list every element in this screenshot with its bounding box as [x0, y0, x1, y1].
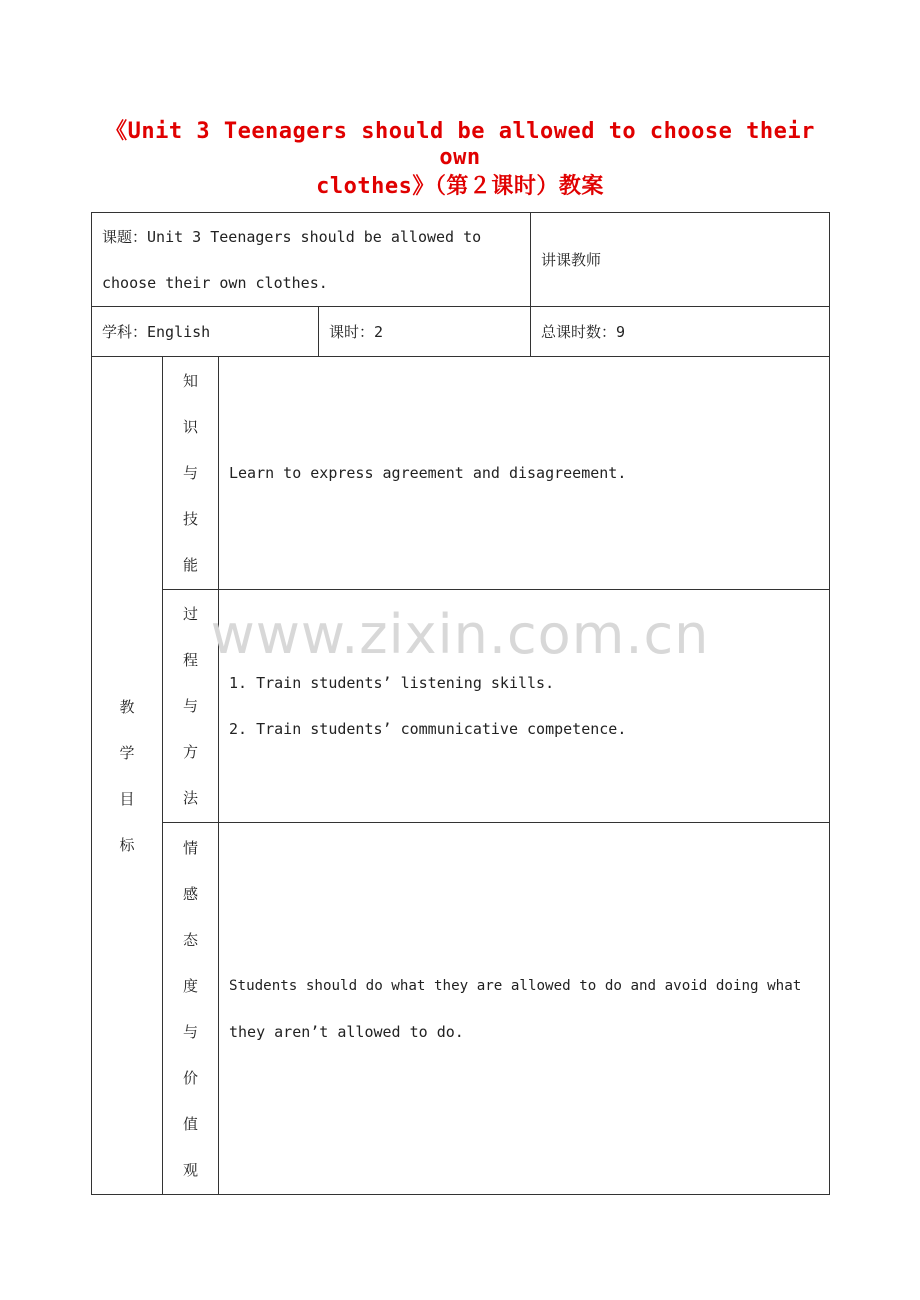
label-char: 方 [182, 743, 198, 761]
goals-label-char: 教 [119, 697, 135, 716]
label-char: 过 [182, 605, 198, 623]
label-char: 识 [182, 418, 198, 436]
topic-cell [92, 213, 531, 307]
objective-label-knowledge [163, 357, 219, 590]
label-char: 与 [182, 464, 198, 482]
topic-text-line-2: choose their own clothes. [102, 273, 328, 292]
label-char: 与 [182, 697, 198, 715]
label-char: 观 [182, 1160, 198, 1179]
label-char: 法 [182, 789, 198, 807]
total-periods-text: 总课时数：9 [541, 323, 626, 341]
total-periods-cell [531, 307, 830, 357]
label-char: 能 [182, 556, 198, 574]
document-title-line-1: 《Unit 3 Teenagers should be allowed to choose their own [105, 119, 815, 170]
label-char: 程 [182, 651, 198, 669]
subject-cell [92, 307, 319, 357]
label-char: 感 [182, 884, 198, 903]
label-char: 与 [182, 1022, 198, 1041]
objective-line: they aren’t allowed to do. [229, 1022, 464, 1041]
objective-label-process [163, 590, 219, 823]
label-char: 价 [182, 1068, 198, 1087]
objective-line: 1. Train students’ listening skills. [229, 674, 555, 692]
info-row [92, 307, 830, 357]
teacher-label: 讲课教师 [541, 251, 602, 269]
objective-content-attitude [219, 823, 830, 1195]
objective-content-process [219, 590, 830, 823]
objective-line: 2. Train students’ communicative competence. [229, 720, 627, 738]
watermark-text: www.zixin.com.cn [210, 603, 710, 666]
label-char: 度 [182, 976, 198, 995]
objective-content-knowledge [219, 357, 830, 590]
goals-label-char: 学 [119, 743, 135, 762]
topic-row [92, 213, 830, 307]
subject-text: 学科：English [102, 323, 211, 341]
objective-line: Students should do what they are allowed to do and avoid doing what [229, 977, 802, 994]
label-char: 技 [182, 510, 198, 528]
objective-row-knowledge [92, 357, 830, 590]
teacher-cell [531, 213, 830, 307]
objective-label-attitude [163, 823, 219, 1195]
objective-line: Learn to express agreement and disagreement. [229, 464, 627, 482]
label-char: 态 [182, 930, 198, 949]
goals-label-char: 目 [119, 789, 135, 808]
label-char: 情 [182, 838, 198, 857]
topic-text-line-1: Unit 3 Teenagers should be allowed to [147, 227, 482, 246]
objective-row-process [92, 590, 830, 823]
period-text: 课时：2 [329, 323, 384, 341]
label-char: 知 [182, 372, 198, 390]
goals-label-char: 标 [119, 835, 135, 854]
topic-label: 课题： [102, 227, 148, 246]
objective-row-attitude [92, 823, 830, 1195]
goals-label-cell [92, 357, 163, 1195]
period-cell [319, 307, 531, 357]
label-char: 值 [182, 1114, 198, 1133]
document-title-line-2: clothes》（第２课时）教案 [316, 174, 604, 199]
lesson-plan-table [91, 212, 830, 1195]
